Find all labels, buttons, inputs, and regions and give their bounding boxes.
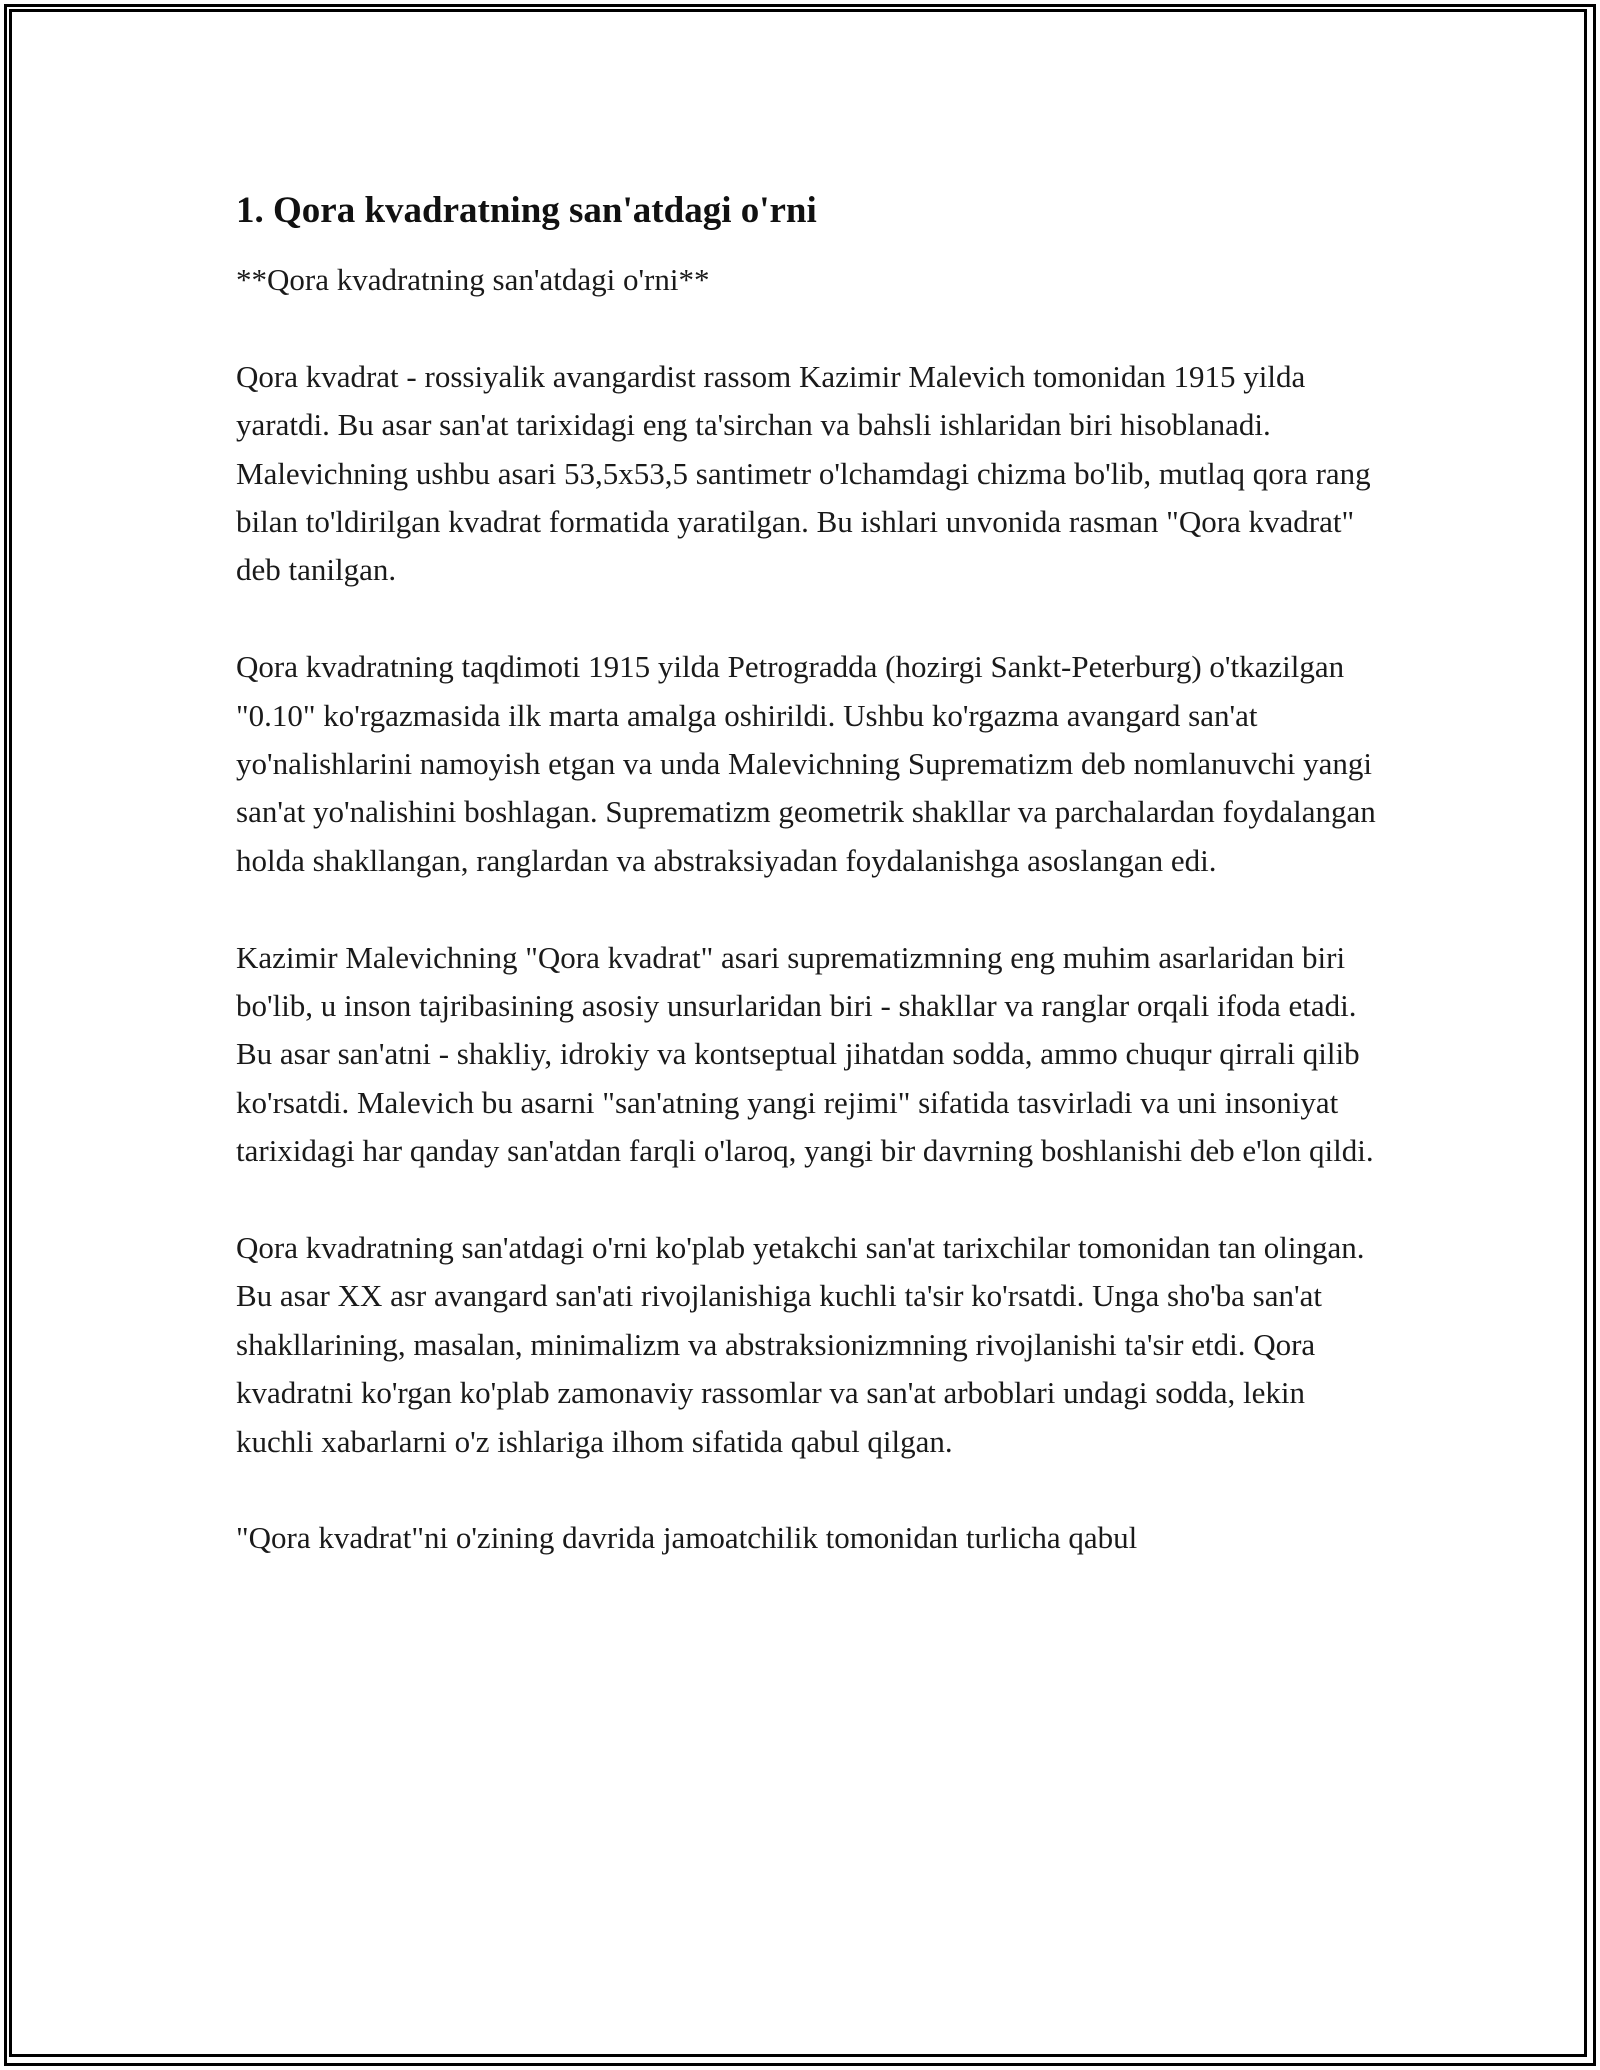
- paragraph-subtitle: **Qora kvadratning san'atdagi o'rni**: [236, 262, 710, 297]
- paragraph-intro: Qora kvadrat - rossiyalik avangardist rassom Kazimir Malevich tomonidan 1915 yilda yaratdi. Bu asar san'at tarixidagi eng ta'sirchan va bahsli ishlaridan biri hisoblanadi. Malevichning ushbu asari 53,5x53,5 santimetr o'lchamdagi chizma bo'lib, mutlaq qora rang bilan to'ldirilgan kvadrat formatida yaratilgan. Bu ishlari unvonida rasman "Qora kvadrat" deb tanilgan.: [236, 358, 1371, 588]
- paragraph-reception: "Qora kvadrat"ni o'zining davrida jamoatchilik tomonidan turlicha qabul: [236, 1520, 1138, 1556]
- paragraph-suprematism: Kazimir Malevichning "Qora kvadrat" asari suprematizmning eng muhim asarlaridan biri bo'lib, u inson tajribasining asosiy unsurlaridan biri - shakllar va ranglar orqali ifoda etadi. Bu asar san'atni - shakliy, idrokiy va kontseptual jihatdan sodda, ammo chuqur qirrali qilib ko'rsatdi. Malevich bu asarni "san'atning yangi rejimi" sifatida tasvirladi va uni insoniyat tarixidagi har qanday san'atdan farqli o'laroq, yangi bir davrning boshlanishi deb e'lon qildi.: [236, 939, 1374, 1169]
- document-body: [236, 180, 1376, 1611]
- paragraph-exhibition: Qora kvadratning taqdimoti 1915 yilda Petrogradda (hozirgi Sankt-Peterburg) o'tkazilgan "0.10" ko'rgazmasida ilk marta amalga oshirildi. Ushbu ko'rgazma avangard san'at yo'nalishlarini namoyish etgan va unda Malevichning Suprematizm deb nomlanuvchi yangi san'at yo'nalishini boshlagan. Suprematizm geometrik shakllar va parchalardan foydalangan holda shakllangan, ranglardan va abstraksiyadan foydalanishga asoslangan edi.: [236, 649, 1376, 878]
- paragraph-influence: Qora kvadratning san'atdagi o'rni ko'plab yetakchi san'at tarixchilar tomonidan tan olingan. Bu asar XX asr avangard san'ati rivojlanishiga kuchli ta'sir ko'rsatdi. Unga sho'ba san'at shakllarining, masalan, minimalizm va abstraksionizmning rivojlanishi ta'sir etdi. Qora kvadratni ko'rgan ko'plab zamonaviy rassomlar va san'at arboblari undagi sodda, lekin kuchli xabarlarni o'z ishlariga ilhom sifatida qabul qilgan.: [236, 1230, 1365, 1459]
- section-heading: 1. Qora kvadratning san'atdagi o'rni: [236, 190, 817, 231]
